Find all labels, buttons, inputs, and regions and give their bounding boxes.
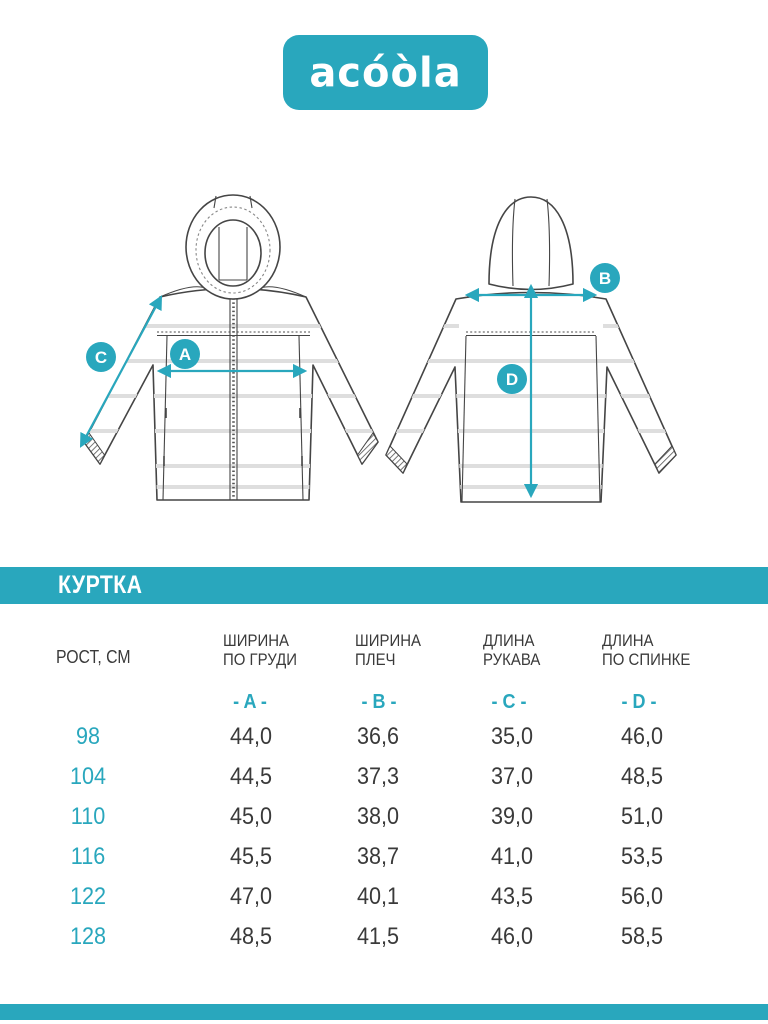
measure-label-d: [497, 364, 527, 394]
col-header-b-line1: ШИРИНА: [355, 631, 421, 650]
table-row: [0, 877, 768, 917]
value-cell-d: 46,0: [620, 723, 664, 750]
value-cell-c: 43,5: [490, 883, 534, 910]
table-row: [0, 797, 768, 837]
size-cell: 122: [69, 883, 107, 910]
value-cell-b: 41,5: [356, 923, 400, 950]
value-cell-d: 53,5: [620, 843, 664, 870]
footer-accent-band: [0, 1004, 768, 1020]
size-cell: 98: [75, 723, 101, 750]
brand-logo-text: acóòla: [309, 49, 462, 96]
measure-label-b: [590, 263, 620, 293]
value-cell-d: 48,5: [620, 763, 664, 790]
col-header-c-line2: РУКАВА: [483, 650, 541, 669]
size-cell: 104: [69, 763, 107, 790]
col-header-b-line2: ПЛЕЧ: [355, 650, 396, 669]
size-cell: 116: [70, 843, 106, 870]
front-hood: [186, 195, 280, 299]
col-header-c-line1: ДЛИНА: [483, 631, 535, 650]
value-cell-b: 40,1: [356, 883, 400, 910]
value-cell-c: 46,0: [490, 923, 534, 950]
col-header-a-line2: ПО ГРУДИ: [223, 650, 298, 669]
value-cell-b: 38,0: [356, 803, 400, 830]
col-letter-b: - B -: [361, 691, 397, 713]
value-cell-a: 47,0: [229, 883, 273, 910]
value-cell-a: 44,5: [229, 763, 273, 790]
table-row: [0, 837, 768, 877]
col-letter-a: - A -: [233, 691, 267, 713]
table-row: [0, 917, 768, 957]
measure-label-c: [86, 342, 116, 372]
size-table: [0, 717, 768, 957]
value-cell-c: 41,0: [490, 843, 534, 870]
back-hood: [489, 197, 573, 290]
row-header: РОСТ, СМ: [56, 647, 131, 667]
value-cell-d: 58,5: [620, 923, 664, 950]
value-cell-c: 35,0: [490, 723, 534, 750]
measure-label-b-text: B: [598, 269, 612, 288]
jacket-measurement-diagram: [0, 180, 768, 525]
table-row: [0, 717, 768, 757]
col-header-d-line1: ДЛИНА: [602, 631, 654, 650]
jacket-front-drawing: [70, 195, 395, 500]
measure-label-a-text: A: [178, 345, 192, 364]
measure-label-d-text: D: [505, 370, 519, 389]
brand-logo: [283, 35, 488, 110]
measure-label-c-text: C: [94, 348, 108, 367]
value-cell-b: 37,3: [356, 763, 400, 790]
section-title-band: [0, 567, 768, 604]
measure-label-a: [170, 339, 200, 369]
section-title: КУРТКА: [58, 571, 143, 599]
value-cell-a: 44,0: [229, 723, 273, 750]
size-cell: 110: [70, 803, 106, 830]
col-letter-d: - D -: [621, 691, 657, 713]
value-cell-a: 48,5: [229, 923, 273, 950]
size-cell: 128: [69, 923, 107, 950]
col-header-d-line2: ПО СПИНКЕ: [602, 650, 691, 669]
table-row: [0, 757, 768, 797]
value-cell-c: 37,0: [490, 763, 534, 790]
value-cell-d: 51,0: [620, 803, 664, 830]
value-cell-a: 45,5: [229, 843, 273, 870]
col-header-a-line1: ШИРИНА: [223, 631, 289, 650]
value-cell-b: 38,7: [356, 843, 400, 870]
jacket-back-drawing: [370, 197, 692, 502]
value-cell-c: 39,0: [490, 803, 534, 830]
col-letter-c: - C -: [491, 691, 527, 713]
value-cell-d: 56,0: [620, 883, 664, 910]
value-cell-a: 45,0: [229, 803, 273, 830]
value-cell-b: 36,6: [356, 723, 400, 750]
